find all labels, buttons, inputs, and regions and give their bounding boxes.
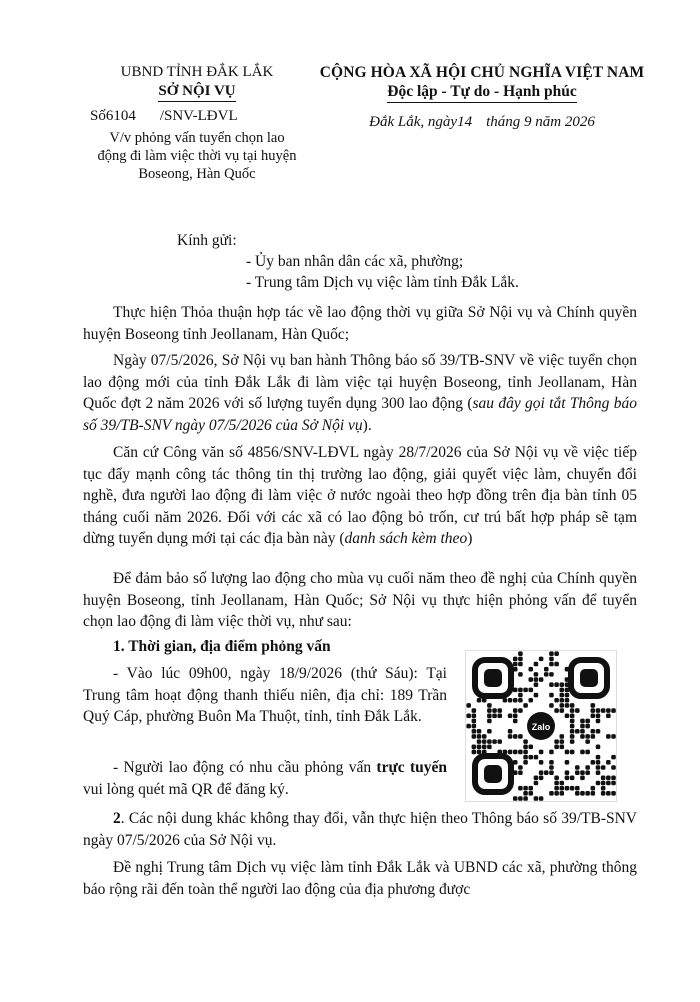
qr-module (585, 765, 590, 770)
qr-module (508, 750, 513, 755)
paragraph-3 (83, 442, 637, 550)
subject-line-1: V/v phỏng vấn tuyển chọn lao (109, 130, 285, 146)
qr-module (518, 786, 523, 791)
qr-module (523, 760, 528, 765)
qr-module (601, 776, 606, 781)
qr-module (513, 708, 518, 713)
qr-module (487, 708, 492, 713)
qr-module (554, 781, 559, 786)
qr-module (580, 770, 585, 775)
qr-module (477, 750, 482, 755)
qr-module (518, 672, 523, 677)
p2-end: ). (362, 416, 372, 434)
paragraph-1: Thực hiện Thỏa thuận hợp tác về lao động thời vụ giữa Sở Nội vụ và Chính quyền huyện Boseong tỉnh Jeollanam, Hàn Quốc; (83, 304, 637, 343)
qr-module (497, 713, 502, 718)
final-paragraph: Đề nghị Trung tâm Dịch vụ việc làm tỉnh Đắk Lắk và UBND các xã, phường thông báo rộng rãi đến toàn thể người lao động của địa phương được (83, 859, 637, 898)
qr-module (560, 693, 565, 698)
qr-module (523, 750, 528, 755)
qr-module (472, 713, 477, 718)
qr-module (565, 776, 570, 781)
qr-module (606, 734, 611, 739)
issuer-org: UBND TỈNH ĐẮK LẮK (120, 64, 274, 80)
qr-module (528, 667, 533, 672)
subject-line-3: Boseong, Hàn Quốc (138, 166, 256, 182)
qr-module (560, 703, 565, 708)
section-1-title: 1. Thời gian, địa điểm phỏng vấn (113, 638, 331, 655)
qr-module (560, 688, 565, 693)
p2-italic: sau đây gọi tắt Thông báo số 39/TB-SNV ngày 07/5/2026 của Sở Nội vụ (83, 395, 637, 434)
qr-module (580, 724, 585, 729)
qr-module (575, 729, 580, 734)
qr-module (528, 755, 533, 760)
recipient-2: - Trung tâm Dịch vụ việc làm tỉnh Đắk Lắk. (246, 274, 519, 291)
qr-module (554, 739, 559, 744)
qr-module (528, 698, 533, 703)
qr-module (560, 791, 565, 796)
qr-module (560, 781, 565, 786)
qr-module (585, 739, 590, 744)
qr-module (523, 688, 528, 693)
qr-module (523, 703, 528, 708)
qr-module (513, 719, 518, 724)
section-2-text: . Các nội dung khác không thay đổi, vẫn thực hiện theo Thông báo số 39/TB-SNV ngày 07/5/2026 của Sở Nội vụ. (83, 810, 637, 849)
qr-module (554, 698, 559, 703)
qr-module (472, 750, 477, 755)
qr-module (560, 739, 565, 744)
motto: Độc lập - Tự do - Hạnh phúc (387, 82, 576, 103)
qr-module (580, 750, 585, 755)
qr-module (549, 791, 554, 796)
qr-module (570, 739, 575, 744)
qr-module (539, 776, 544, 781)
qr-module (601, 791, 606, 796)
p3-italic: danh sách kèm theo (344, 530, 468, 547)
paragraph-4: Để đảm bảo số lượng lao động cho mùa vụ cuối năm theo đề nghị của Chính quyền huyện Boseong, tỉnh Jeollanam, Hàn Quốc; Sở Nội vụ thực hiện phỏng vấn để tuyển chọn lao động đi làm việc thời vụ, như sau: (83, 570, 637, 630)
qr-module (477, 745, 482, 750)
qr-module (591, 729, 596, 734)
qr-module (472, 724, 477, 729)
qr-module (549, 750, 554, 755)
qr-module (554, 786, 559, 791)
qr-module (585, 719, 590, 724)
qr-module (606, 760, 611, 765)
qr-module (508, 713, 513, 718)
p2-main: Ngày 07/5/2026, Sở Nội vụ ban hành Thông báo số 39/TB-SNV về việc tuyển chọn lao động mới của tỉnh Đắk Lắk đi làm việc tại huyện Boseong, tỉnh Jeollanam, Hàn Quốc đợt 2 năm 2026 với số lượng tuyển dụng 300 lao động ( (83, 352, 637, 412)
qr-module (534, 693, 539, 698)
qr-module (513, 713, 518, 718)
qr-module (570, 719, 575, 724)
qr-module (570, 776, 575, 781)
qr-module (487, 713, 492, 718)
qr-module (611, 708, 616, 713)
qr-module (472, 745, 477, 750)
qr-module (570, 729, 575, 734)
qr-module (549, 703, 554, 708)
qr-module (565, 770, 570, 775)
subject-line-2: động đi làm việc thời vụ tại huyện (97, 148, 297, 164)
qr-module (549, 760, 554, 765)
qr-module (596, 745, 601, 750)
qr-module (554, 651, 559, 656)
section-2-number: 2 (113, 810, 121, 827)
qr-module (539, 657, 544, 662)
qr-module (591, 791, 596, 796)
qr-module (466, 703, 471, 708)
section-2-paragraph (83, 808, 637, 851)
qr-code-icon (466, 651, 616, 801)
qr-module (477, 739, 482, 744)
qr-module (518, 765, 523, 770)
qr-module (534, 781, 539, 786)
qr-module (565, 713, 570, 718)
qr-module (497, 739, 502, 744)
qr-module (544, 672, 549, 677)
qr-module (560, 786, 565, 791)
s1p2-main: - Người lao động có nhu cầu phỏng vấn (113, 759, 377, 776)
qr-module (518, 796, 523, 801)
qr-module (534, 662, 539, 667)
date-rest: tháng 9 năm 2026 (486, 114, 595, 130)
qr-module (482, 745, 487, 750)
qr-module (472, 719, 477, 724)
qr-module (565, 693, 570, 698)
qr-module (580, 734, 585, 739)
qr-module (611, 734, 616, 739)
qr-module (591, 713, 596, 718)
qr-module (534, 672, 539, 677)
qr-module (554, 682, 559, 687)
qr-module (523, 745, 528, 750)
qr-module (606, 791, 611, 796)
qr-module (575, 791, 580, 796)
qr-module (596, 770, 601, 775)
qr-module (565, 750, 570, 755)
qr-module (585, 750, 590, 755)
qr-module (570, 734, 575, 739)
qr-module (472, 734, 477, 739)
registration-qr-code[interactable] (465, 650, 617, 802)
qr-module (554, 662, 559, 667)
qr-module (601, 781, 606, 786)
date-day: 14 (457, 114, 473, 130)
qr-module (565, 786, 570, 791)
qr-module (591, 708, 596, 713)
qr-module (575, 786, 580, 791)
qr-module (534, 682, 539, 687)
qr-module (601, 786, 606, 791)
qr-module (549, 693, 554, 698)
qr-module (601, 708, 606, 713)
qr-module (580, 729, 585, 734)
qr-module (596, 781, 601, 786)
qr-module (560, 698, 565, 703)
qr-module (528, 786, 533, 791)
qr-module (466, 713, 471, 718)
qr-module (591, 734, 596, 739)
qr-module (585, 791, 590, 796)
qr-module (606, 781, 611, 786)
qr-module (513, 734, 518, 739)
qr-module (601, 765, 606, 770)
qr-module (518, 770, 523, 775)
qr-module (549, 672, 554, 677)
qr-module (513, 657, 518, 662)
qr-module (523, 786, 528, 791)
qr-module (560, 682, 565, 687)
qr-module (580, 791, 585, 796)
qr-module (575, 770, 580, 775)
qr-module (549, 682, 554, 687)
qr-module (606, 776, 611, 781)
qr-module (487, 719, 492, 724)
qr-module (539, 796, 544, 801)
qr-module (518, 698, 523, 703)
section-1-paragraph-1: - Vào lúc 09h00, ngày 18/9/2026 (thứ Sáu): Tại Trung tâm hoạt động thanh thiếu niên, địa chỉ: 189 Trần Quý Cáp, phường Buôn Ma Thuột, tỉnh, tỉnh Đắk Lắk. (83, 665, 447, 725)
qr-module (534, 776, 539, 781)
qr-module (611, 776, 616, 781)
qr-module (596, 765, 601, 770)
zalo-logo-text: Zalo (531, 722, 551, 732)
qr-module (549, 657, 554, 662)
qr-module (487, 703, 492, 708)
qr-module (549, 770, 554, 775)
qr-module (523, 791, 528, 796)
qr-module (518, 688, 523, 693)
qr-module (575, 765, 580, 770)
date-place: Đắk Lắk, ngày (369, 114, 458, 130)
qr-module (518, 693, 523, 698)
qr-module (549, 662, 554, 667)
qr-module (539, 760, 544, 765)
qr-module (534, 755, 539, 760)
qr-module (472, 729, 477, 734)
qr-module (554, 791, 559, 796)
issuer-dept: SỞ NỘI VỤ (158, 82, 235, 102)
qr-module (596, 713, 601, 718)
qr-module (560, 708, 565, 713)
qr-module (591, 760, 596, 765)
qr-module (565, 698, 570, 703)
qr-module (518, 734, 523, 739)
qr-module (539, 770, 544, 775)
issuer-block (72, 63, 322, 183)
qr-module (554, 776, 559, 781)
s1p2-bold: trực tuyến (376, 759, 447, 776)
nation-title: CỘNG HÒA XÃ HỘI CHỦ NGHĨA VIỆT NAM (319, 64, 645, 81)
qr-module (523, 755, 528, 760)
qr-module (518, 708, 523, 713)
qr-module (523, 739, 528, 744)
qr-module (554, 708, 559, 713)
qr-module (518, 651, 523, 656)
s1p2-end: vui lòng quét mã QR để đăng ký. (83, 780, 289, 798)
qr-module (575, 708, 580, 713)
qr-module (570, 708, 575, 713)
qr-module (513, 698, 518, 703)
qr-module (492, 713, 497, 718)
qr-module (596, 708, 601, 713)
qr-module (492, 708, 497, 713)
qr-module (570, 703, 575, 708)
qr-module (549, 651, 554, 656)
qr-module (611, 755, 616, 760)
greeting: Kính gửi: (177, 232, 237, 249)
qr-module (508, 729, 513, 734)
qr-module (513, 796, 518, 801)
subject-line (72, 129, 322, 183)
qr-module (570, 786, 575, 791)
qr-module (585, 770, 590, 775)
qr-module (611, 781, 616, 786)
qr-module (596, 719, 601, 724)
number-suffix: /SNV-LĐVL (159, 108, 238, 124)
qr-module (585, 734, 590, 739)
qr-module (580, 719, 585, 724)
qr-module (580, 776, 585, 781)
qr-module (518, 657, 523, 662)
qr-module (487, 729, 492, 734)
qr-module (528, 677, 533, 682)
qr-module (565, 760, 570, 765)
qr-module (508, 698, 513, 703)
section-1-paragraph-2 (83, 757, 447, 800)
qr-module (513, 662, 518, 667)
qr-module (611, 765, 616, 770)
paragraph-2 (83, 350, 637, 436)
qr-module (591, 703, 596, 708)
qr-module (539, 677, 544, 682)
qr-module (596, 729, 601, 734)
qr-module (477, 729, 482, 734)
qr-module (549, 765, 554, 770)
qr-module (497, 708, 502, 713)
qr-module (466, 724, 471, 729)
qr-module (534, 796, 539, 801)
qr-module (560, 745, 565, 750)
qr-module (596, 760, 601, 765)
qr-module (492, 739, 497, 744)
qr-module (611, 791, 616, 796)
number-prefix: Số (90, 108, 106, 124)
qr-module (523, 796, 528, 801)
qr-module (472, 708, 477, 713)
document-number (72, 105, 322, 127)
recipient-1: - Ủy ban nhân dân các xã, phường; (246, 253, 464, 270)
qr-module (544, 667, 549, 672)
qr-module (570, 724, 575, 729)
document-date (314, 111, 650, 133)
qr-module (528, 688, 533, 693)
qr-module (544, 770, 549, 775)
number-value: 6104 (105, 108, 136, 124)
qr-module (585, 724, 590, 729)
qr-module (477, 734, 482, 739)
qr-module (570, 713, 575, 718)
qr-module (487, 739, 492, 744)
qr-module (528, 791, 533, 796)
qr-module (591, 786, 596, 791)
qr-module (518, 750, 523, 755)
qr-module (596, 755, 601, 760)
p3-main: Căn cứ Công văn số 4856/SNV-LĐVL ngày 28/7/2026 của Sở Nội vụ về việc tiếp tục đẩy mạnh công tác thông tin thị trường lao động, giải quyết việc làm, chuyển đổi nghề, đưa người lao động đi làm việc ở nước ngoài theo hợp đồng trên địa bàn tỉnh 05 tháng cuối năm 2026. Đối với các xã có lao động bỏ trốn, cư trú bất hợp pháp sẽ tạm dừng tuyển dụng mới tại các địa bàn này ( (83, 444, 637, 547)
qr-module (487, 745, 492, 750)
qr-module (477, 698, 482, 703)
qr-module (565, 703, 570, 708)
p3-end: ) (467, 530, 473, 547)
qr-module (534, 677, 539, 682)
qr-module (606, 708, 611, 713)
qr-module (528, 745, 533, 750)
qr-module (554, 745, 559, 750)
qr-module (518, 662, 523, 667)
qr-module (482, 739, 487, 744)
qr-module (570, 750, 575, 755)
qr-module (539, 750, 544, 755)
qr-module (508, 734, 513, 739)
national-header (314, 63, 650, 133)
qr-module (560, 734, 565, 739)
qr-module (513, 750, 518, 755)
qr-module (606, 713, 611, 718)
qr-module (482, 734, 487, 739)
